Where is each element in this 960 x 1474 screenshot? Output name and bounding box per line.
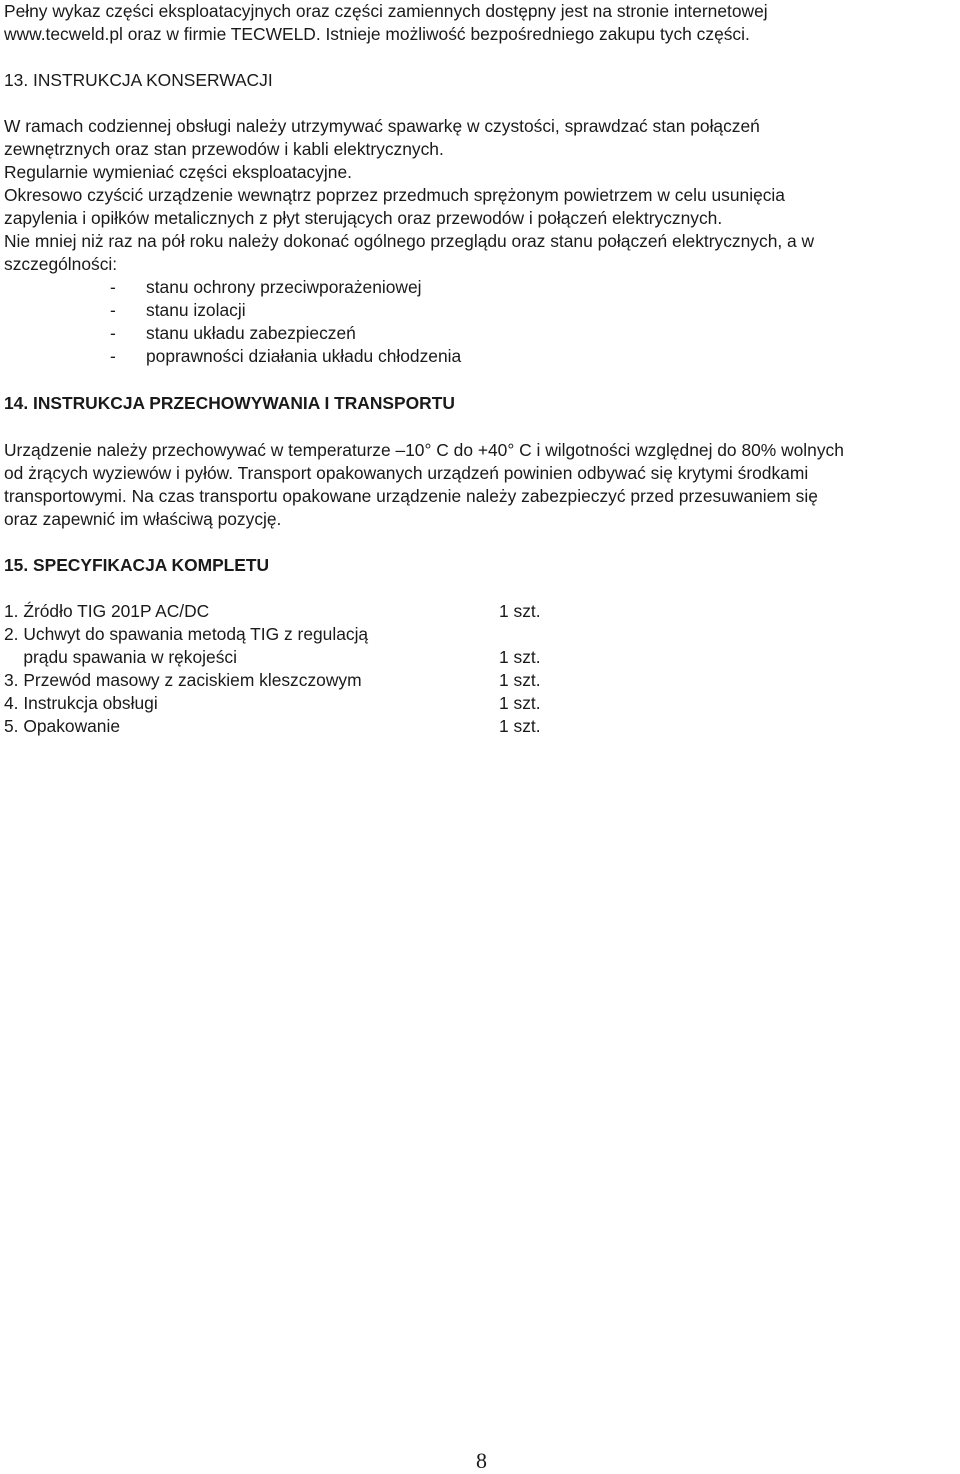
section-13-line-5: zapylenia i opiłków metalicznych z płyt sterujących oraz przewodów i połączeń elektrycznych. — [4, 208, 723, 228]
section-13-heading: 13. INSTRUKCJA KONSERWACJI — [4, 70, 273, 90]
kit-item-name: 5. Opakowanie — [4, 716, 121, 736]
bullet-item-1: stanu ochrony przeciwporażeniowej — [146, 277, 422, 297]
section-14-line-3: transportowymi. Na czas transportu opakowane urządzenie należy zabezpieczyć przed przesuwaniem się — [4, 486, 818, 506]
bullet-dash: - — [110, 323, 116, 343]
kit-item-qty: 1 szt. — [499, 601, 541, 621]
kit-item-name: 1. Źródło TIG 201P AC/DC — [4, 601, 210, 621]
bullet-item-3: stanu układu zabezpieczeń — [146, 323, 356, 343]
section-13-line-2: zewnętrznych oraz stan przewodów i kabli elektrycznych. — [4, 139, 444, 159]
kit-item-qty: 1 szt. — [499, 693, 541, 713]
kit-item-qty: 1 szt. — [499, 647, 541, 667]
section-13-line-1: W ramach codziennej obsługi należy utrzymywać spawarkę w czystości, sprawdzać stan połączeń — [4, 116, 760, 136]
section-13-line-7: szczególności: — [4, 254, 118, 274]
section-14-line-2: od żrących wyziewów i pyłów. Transport opakowanych urządzeń powinien odbywać się krytymi środkami — [4, 463, 809, 483]
kit-item-name-continued: prądu spawania w rękojeści — [4, 647, 237, 667]
intro-line-1: Pełny wykaz części eksploatacyjnych oraz części zamiennych dostępny jest na stronie internetowej — [4, 1, 768, 21]
bullet-dash: - — [110, 346, 116, 366]
kit-item-name: 3. Przewód masowy z zaciskiem kleszczowym — [4, 670, 362, 690]
bullet-item-2: stanu izolacji — [146, 300, 246, 320]
page-number: 8 — [476, 1448, 487, 1473]
section-14-line-1: Urządzenie należy przechowywać w temperaturze –10° C do +40° C i wilgotności względnej do 80% wolnych — [4, 440, 844, 460]
section-14-heading: 14. INSTRUKCJA PRZECHOWYWANIA I TRANSPORTU — [4, 393, 455, 413]
kit-item-name: 4. Instrukcja obsługi — [4, 693, 158, 713]
bullet-dash: - — [110, 277, 116, 297]
kit-item-qty: 1 szt. — [499, 716, 541, 736]
section-14-line-4: oraz zapewnić im właściwą pozycję. — [4, 509, 282, 529]
kit-item-name: 2. Uchwyt do spawania metodą TIG z regulacją — [4, 624, 369, 644]
section-13-line-3: Regularnie wymieniać części eksploatacyjne. — [4, 162, 352, 182]
intro-line-2: www.tecweld.pl oraz w firmie TECWELD. Istnieje możliwość bezpośredniego zakupu tych części. — [4, 24, 750, 44]
section-15-heading: 15. SPECYFIKACJA KOMPLETU — [4, 555, 270, 575]
section-13-line-4: Okresowo czyścić urządzenie wewnątrz poprzez przedmuch sprężonym powietrzem w celu usunięcia — [4, 185, 785, 205]
bullet-dash: - — [110, 300, 116, 320]
section-13-line-6: Nie mniej niż raz na pół roku należy dokonać ogólnego przeglądu oraz stanu połączeń elektrycznych, a w — [4, 231, 815, 251]
kit-item-qty: 1 szt. — [499, 670, 541, 690]
bullet-item-4: poprawności działania układu chłodzenia — [146, 346, 462, 366]
